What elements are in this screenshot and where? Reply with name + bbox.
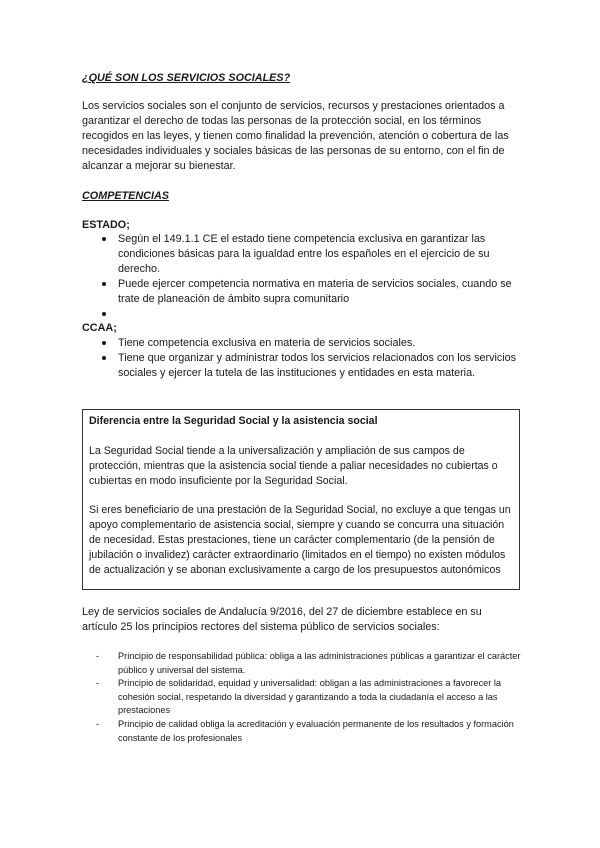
- list-item: [92, 677, 532, 718]
- info-box: [82, 409, 520, 590]
- bullet-icon: [102, 356, 106, 360]
- bullet-icon: [102, 237, 106, 241]
- list-item-text: Principio de solidaridad, equidad y universalidad: obligan a las administraciones a favorecer la cohesión social, respetando la diversidad y garantizando a toda la ciudadanía el acceso a las prestaciones: [118, 678, 502, 716]
- list-item-text: Según el 149.1.1 CE el estado tiene competencia exclusiva en garantizar las condiciones básicas para la igualdad entre los españoles en el ejercicio de su derecho.: [118, 233, 490, 275]
- bullet-icon: [102, 312, 106, 316]
- list-item-text: Tiene que organizar y administrar todos los servicios relacionados con los servicios sociales y ejercer la tutela de las instituciones y entidades en esta materia.: [118, 352, 517, 379]
- info-box-paragraph-2: Si eres beneficiario de una prestación de la Seguridad Social, no excluye a que tengas un apoyo complementario de asistencia social, siempre y cuando se concurra una situación de necesidad. Estas prestaciones, tiene un carácter complementario (de la pensión de jubilación o invalidez) carácter extraordinario (limitados en el tiempo) no existen módulos de actualización y se abonan exclusivamente a cargo de los presupuestos autonómicos: [89, 504, 511, 576]
- list-item-text: Tiene competencia exclusiva en materia de servicios sociales.: [118, 337, 416, 349]
- list-item: [82, 351, 522, 381]
- bullet-icon: [102, 341, 106, 345]
- principios-list: [92, 650, 532, 745]
- competencias-heading: COMPETENCIAS: [82, 190, 169, 202]
- list-item: [92, 718, 532, 745]
- intro-paragraph: Los servicios sociales son el conjunto de servicios, recursos y prestaciones orientados a garantizar el derecho de todas las personas de la protección social, en los términos recogidos en las leyes, y tienen como finalidad la prevención, atención o cobertura de las necesidades individuales y sociales básicas de las personas de su entorno, con el fin de alcanzar a mejorar su bienestar.: [82, 100, 509, 172]
- ccaa-list: [82, 336, 522, 381]
- list-item: [82, 307, 522, 322]
- info-box-paragraph-1: La Seguridad Social tiende a la universalización y ampliación de sus campos de protección, mientras que la asistencia social tiende a paliar necesidades no cubiertas o cubiertas en modo insuficiente por la Seguridad Social.: [89, 445, 498, 487]
- list-item-text: Principio de calidad obliga la acreditación y evaluación permanente de los resultados y formación constante de los profesionales: [118, 718, 514, 743]
- list-item-text: Principio de responsabilidad pública: obliga a las administraciones públicas a garantizar el carácter público y universal del sistema.: [118, 651, 521, 675]
- page-title: ¿QUÉ SON LOS SERVICIOS SOCIALES?: [82, 72, 291, 84]
- dash-bullet: -: [96, 718, 100, 729]
- ccaa-label: CCAA;: [82, 322, 117, 334]
- list-item: [92, 650, 532, 677]
- estado-list: [82, 232, 522, 322]
- bullet-icon: [102, 282, 106, 286]
- info-box-title: Diferencia entre la Seguridad Social y la asistencia social: [89, 415, 378, 427]
- dash-bullet: -: [96, 678, 100, 689]
- ley-paragraph: Ley de servicios sociales de Andalucía 9/2016, del 27 de diciembre establece en su artículo 25 los principios rectores del sistema público de servicios sociales:: [82, 606, 482, 633]
- list-item: [82, 336, 522, 351]
- dash-bullet: -: [96, 651, 100, 661]
- list-item-text: Puede ejercer competencia normativa en materia de servicios sociales, cuando se trate de planeación de ámbito supra comunitario: [118, 278, 512, 305]
- list-item: [82, 277, 522, 307]
- list-item: [82, 232, 522, 277]
- estado-label: ESTADO;: [82, 219, 130, 231]
